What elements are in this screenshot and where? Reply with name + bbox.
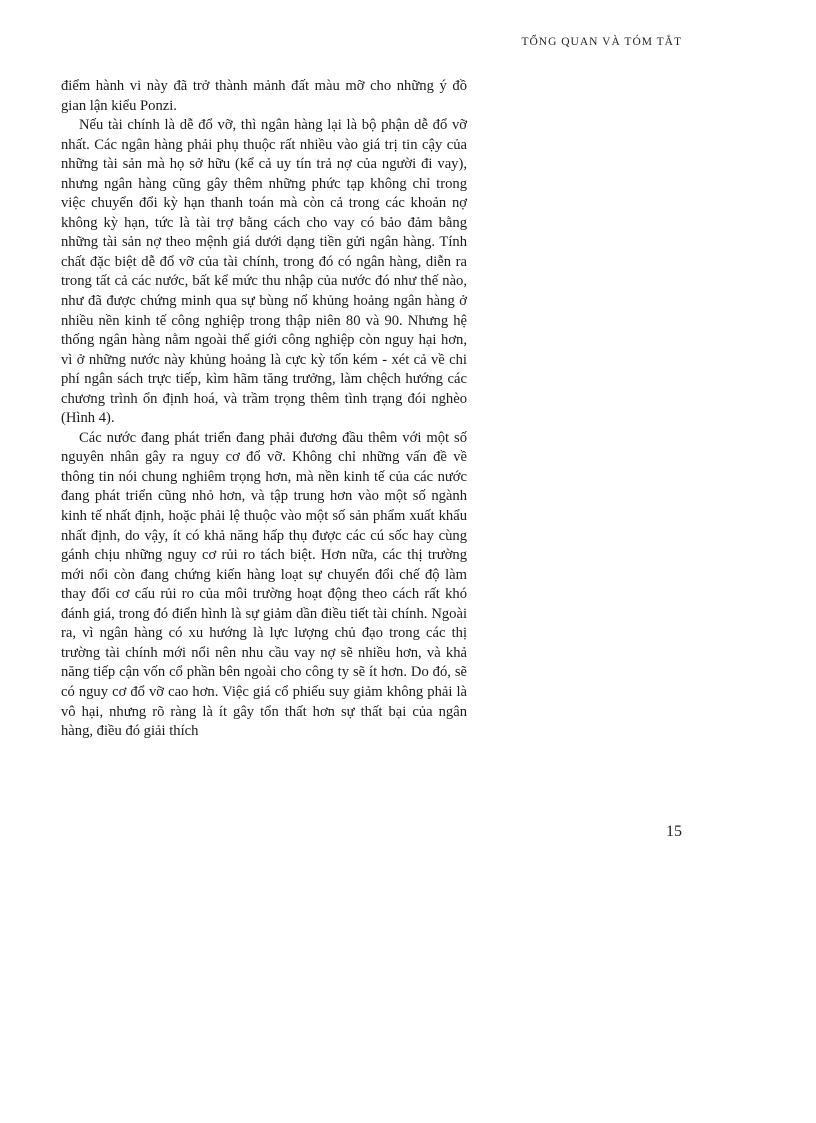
page-number: 15	[666, 823, 682, 840]
paragraph-continuation: điểm hành vi này đã trở thành mảnh đất màu mỡ cho những ý đồ gian lận kiểu Ponzi.	[61, 78, 467, 114]
body-text	[61, 77, 467, 742]
paragraph-banking-fragility: Nếu tài chính là dễ đổ vỡ, thì ngân hàng lại là bộ phận dễ đổ vỡ nhất. Các ngân hàng phải phụ thuộc rất nhiều vào giá trị tin cậy của những tài sản mà họ sở hữu (kể cả uy tín trả nợ của người đi vay), nhưng ngân hàng cũng gây thêm những phức tạp không chỉ trong việc chuyển đổi kỳ hạn thanh toán mà còn cả trong các khoản nợ không kỳ hạn, tức là tài trợ bằng cách cho vay có bảo đảm bằng những tài sản nợ theo mệnh giá dưới dạng tiền gửi ngân hàng. Tính chất đặc biệt dễ đổ vỡ của tài chính, trong đó có ngân hàng, diễn ra trong tất cả các nước, bất kể mức thu nhập của nước đó như thế nào, như đã được chứng minh qua sự bùng nổ khủng hoảng ngân hàng ở nhiều nền kinh tế công nghiệp trong thập niên 80 và 90. Nhưng hệ thống ngân hàng nằm ngoài thế giới công nghiệp còn nguy hại hơn, vì ở những nước này khủng hoảng là cực kỳ tốn kém - xét cả về chi phí ngân sách trực tiếp, kìm hãm tăng trưởng, làm chệch hướng các chương trình ổn định hoá, và trầm trọng thêm tình trạng đói nghèo (Hình 4).	[61, 117, 467, 427]
paragraph-developing-countries: Các nước đang phát triển đang phải đương đầu thêm với một số nguyên nhân gây ra nguy cơ đổ vỡ. Không chỉ những vấn đề về thông tin nói chung nghiêm trọng hơn, mà nền kinh tế của các nước đang phát triển cũng nhỏ hơn, và tập trung hơn vào một số ngành kinh tế nhất định, hoặc phải lệ thuộc vào một số sản phẩm xuất khẩu nhất định, do vậy, ít có khả năng hấp thụ được các cú sốc hay cùng gánh chịu những nguy cơ rủi ro tách biệt. Hơn nữa, các thị trường mới nổi còn đang chứng kiến hàng loạt sự chuyển đổi chế độ làm thay đổi cơ cấu rủi ro của môi trường hoạt động theo cách rất khó đánh giá, trong đó điển hình là sự giảm dần điều tiết tài chính. Ngoài ra, vì ngân hàng có xu hướng là lực lượng chủ đạo trong các thị trường tài chính mới nổi nên nhu cầu vay nợ sẽ nhiều hơn, và khả năng tiếp cận vốn cổ phần bên ngoài cho công ty sẽ ít hơn. Do đó, sẽ có nguy cơ đổ vỡ cao hơn. Việc giá cổ phiếu suy giảm không phải là vô hại, nhưng rõ ràng là ít gây tổn thất hơn sự thất bại của ngân hàng, điều đó giải thích	[61, 429, 467, 740]
running-header: TỔNG QUAN VÀ TÓM TẮT	[521, 36, 682, 48]
